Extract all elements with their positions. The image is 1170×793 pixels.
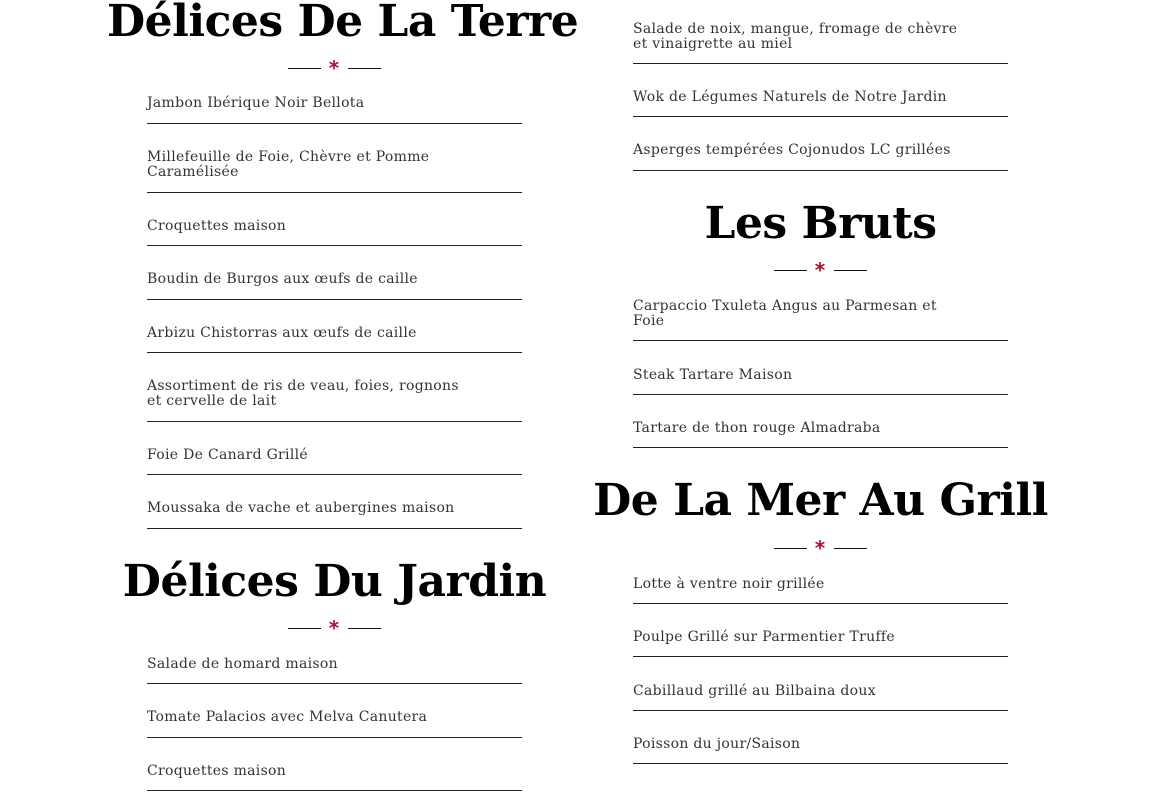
menu-item-label: Wok de Légumes Naturels de Notre Jardin (633, 89, 947, 105)
menu-item-label: Jambon Ibérique Noir Bellota (147, 95, 365, 111)
section-title-delices-terre: Délices De La Terre (107, 0, 579, 47)
menu-item (147, 364, 522, 422)
menu-item (633, 75, 1008, 117)
menu-item-label: Cabillaud grillé au Bilbaina doux (633, 683, 876, 699)
menu-item (147, 311, 522, 353)
divider-line (774, 548, 807, 549)
menu-item (147, 642, 522, 684)
menu-item (633, 128, 1008, 171)
section-title-de-la-mer: De La Mer Au Grill (593, 475, 1048, 526)
menu-item-label: Salade de homard maison (147, 656, 338, 672)
menu-item-label: Lotte à ventre noir grillée (633, 576, 825, 592)
divider-line (774, 270, 807, 271)
menu-item (633, 284, 1008, 341)
menu-item (147, 695, 522, 738)
divider-line (288, 628, 321, 629)
asterisk-icon: * (814, 536, 826, 560)
section-title-delices-jardin: Délices Du Jardin (122, 556, 547, 607)
menu-item-label: Boudin de Burgos aux œufs de caille (147, 271, 418, 287)
menu-item (633, 722, 1008, 764)
menu-item (147, 82, 522, 124)
menu-item (633, 406, 1008, 448)
divider-line (288, 68, 321, 69)
menu-item (147, 204, 522, 246)
asterisk-icon: * (328, 56, 340, 80)
menu-item (633, 669, 1008, 711)
section-divider (633, 258, 1008, 282)
asterisk-icon: * (328, 616, 340, 640)
menu-item (633, 8, 1008, 64)
menu-item-label: Croquettes maison (147, 218, 287, 234)
menu-item-label: Carpaccio Txuleta Angus au Parmesan et Foie (633, 298, 937, 329)
section-divider (633, 536, 1008, 560)
menu-item (147, 257, 522, 300)
menu-item-label: Croquettes maison (147, 763, 287, 779)
menu-item (633, 562, 1008, 604)
menu-item-label: Tomate Palacios avec Melva Canutera (147, 709, 428, 725)
menu-item-label: Steak Tartare Maison (633, 367, 793, 383)
menu-item-label: Tartare de thon rouge Almadraba (633, 420, 881, 436)
section-title-les-bruts: Les Bruts (704, 198, 937, 249)
menu-item-label: Foie De Canard Grillé (147, 447, 308, 463)
asterisk-icon: * (814, 258, 826, 282)
menu-item (633, 353, 1008, 395)
menu-item-label: Poulpe Grillé sur Parmentier Truffe (633, 629, 895, 645)
menu-item (147, 486, 522, 529)
divider-line (348, 68, 381, 69)
menu-item-label: Arbizu Chistorras aux œufs de caille (147, 325, 417, 341)
section-divider (147, 56, 522, 80)
section-divider (147, 616, 522, 640)
menu-item-label: Millefeuille de Foie, Chèvre et Pomme Caramélisée (147, 149, 430, 180)
divider-line (834, 548, 867, 549)
menu-item-label: Salade de noix, mangue, fromage de chèvre et vinaigrette au miel (633, 21, 958, 52)
divider-line (834, 270, 867, 271)
divider-line (348, 628, 381, 629)
menu-item (147, 433, 522, 475)
menu-item (633, 615, 1008, 657)
menu-item-label: Poisson du jour/Saison (633, 736, 801, 752)
menu-item-label: Assortiment de ris de veau, foies, rognons et cervelle de lait (147, 378, 459, 409)
menu-item (147, 135, 522, 193)
menu-item-label: Asperges tempérées Cojonudos LC grillées (633, 142, 951, 158)
menu-item-label: Moussaka de vache et aubergines maison (147, 500, 455, 516)
menu-item (147, 749, 522, 791)
